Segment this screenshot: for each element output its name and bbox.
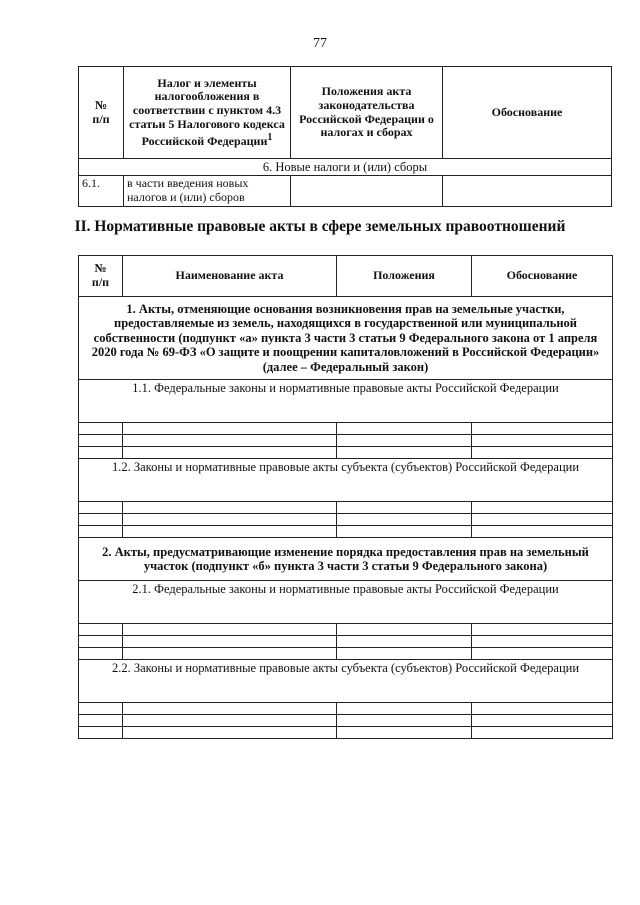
table-row: [79, 660, 613, 703]
table-row: [79, 447, 613, 459]
section-title: II. Нормативные правовые акты в сфере земельных правоотношений: [74, 218, 566, 235]
table-row: [79, 703, 613, 715]
tax-table: [78, 66, 612, 207]
table-row: [79, 514, 613, 526]
table-row: [79, 538, 613, 581]
table-row: [79, 459, 613, 502]
header-justification: Обоснование: [472, 256, 613, 297]
table-row: [79, 727, 613, 739]
subgroup-2-2-heading: 2.2. Законы и нормативные правовые акты субъекта (субъектов) Российской Федерации: [79, 660, 613, 703]
table-row: [79, 581, 613, 624]
group-1-heading: 1. Акты, отменяющие основания возникновения прав на земельные участки, предоставляемые из земель, находящихся в государственной или муниципальной собственности (подпункт «а» пункта 3 части 3 статьи 9 Федерального закона от 1 апреля 2020 года № 69-ФЗ «О защите и поощрении капиталовложений в Российской Федерации» (далее – Федеральный закон): [79, 297, 613, 380]
section-row: 6. Новые налоги и (или) сборы: [79, 159, 612, 176]
table-row: [79, 648, 613, 660]
table-row: [79, 624, 613, 636]
row-cell: [443, 176, 612, 207]
row-text: в части введения новых налогов и (или) сборов: [124, 176, 291, 207]
subgroup-1-1-heading: 1.1. Федеральные законы и нормативные правовые акты Российской Федерации: [79, 380, 613, 423]
header-provisions: Положения акта законодательства Российской Федерации о налогах и сборах: [291, 67, 443, 159]
header-tax: Налог и элементы налогообложения в соответствии с пунктом 4.3 статьи 5 Налогового кодекса Российской Федерации$^1$: [124, 67, 291, 159]
header-justification: Обоснование: [443, 67, 612, 159]
table-row: [79, 380, 613, 423]
row-cell: [291, 176, 443, 207]
header-num: № п/п: [79, 256, 123, 297]
table-row: [79, 435, 613, 447]
land-acts-table: [78, 255, 613, 739]
group-2-heading: 2. Акты, предусматривающие изменение порядка предоставления прав на земельный участок (подпункт «б» пункта 3 части 3 статьи 9 Федерального закона): [79, 538, 613, 581]
table-row: [79, 715, 613, 727]
land-table-header: [79, 256, 613, 297]
table-row: [79, 636, 613, 648]
table-row: [79, 176, 612, 207]
row-num: 6.1.: [79, 176, 124, 207]
subgroup-2-1-heading: 2.1. Федеральные законы и нормативные правовые акты Российской Федерации: [79, 581, 613, 624]
table-row: [79, 526, 613, 538]
table-row: [79, 502, 613, 514]
page-number: 77: [313, 36, 327, 51]
table-row: [79, 297, 613, 380]
table-row: [79, 159, 612, 176]
header-name: Наименование акта: [123, 256, 337, 297]
table-row: [79, 423, 613, 435]
header-num: № п/п: [79, 67, 124, 159]
header-provisions: Положения: [337, 256, 472, 297]
tax-table-header: [79, 67, 612, 159]
subgroup-1-2-heading: 1.2. Законы и нормативные правовые акты субъекта (субъектов) Российской Федерации: [79, 459, 613, 502]
